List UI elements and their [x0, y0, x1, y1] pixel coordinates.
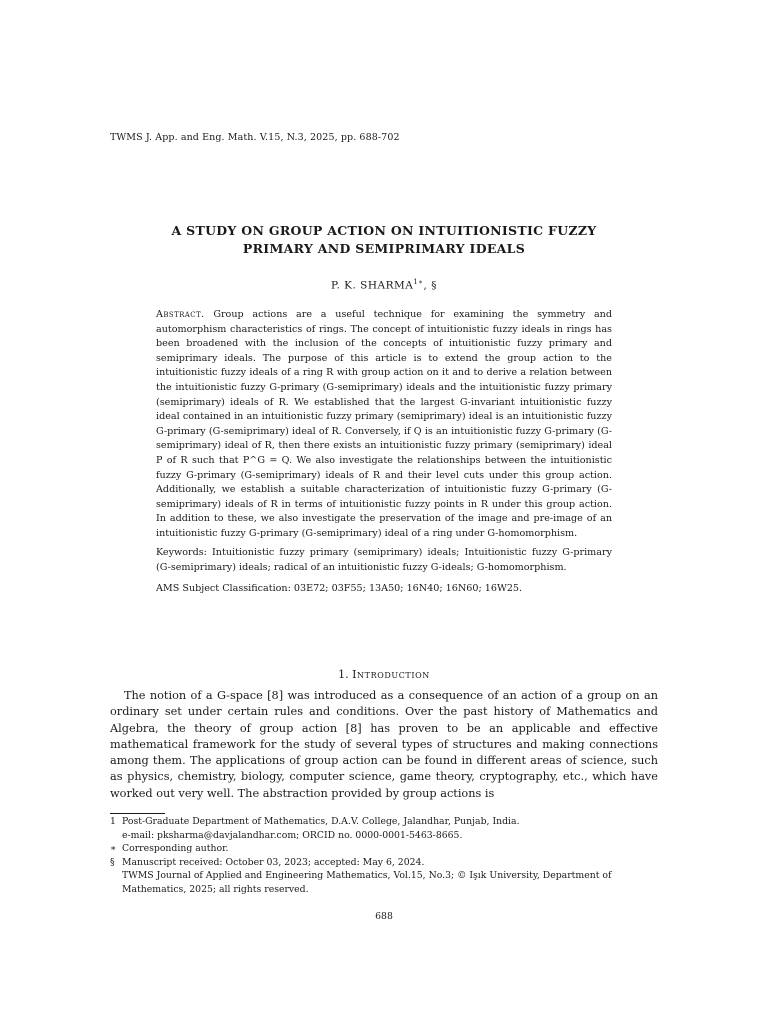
- abstract-label: Abstract.: [156, 309, 205, 320]
- footnote-rule: [110, 813, 165, 814]
- footnote-corresponding: [110, 842, 658, 856]
- manuscript-mark: §: [110, 856, 115, 868]
- corresponding-mark: ∗: [110, 843, 117, 854]
- author-footnote-mark: , §: [423, 279, 437, 292]
- author-line: [110, 278, 658, 292]
- keywords-text: Keywords: Intuitionistic fuzzy primary (semiprimary) ideals; Intuitionistic fuzzy G-primary (G-semiprimary) ideals; radical of an intuitionistic fuzzy G-ideals; G-homomorphism.: [156, 547, 612, 573]
- section-heading: [110, 668, 658, 681]
- journal-citation: TWMS J. App. and Eng. Math. V.15, N.3, 2025, pp. 688-702: [110, 132, 400, 143]
- keywords: [156, 546, 612, 575]
- footnote-journal-copyright: TWMS Journal of Applied and Engineering Mathematics, Vol.15, No.3; © Işık University, Department of Mathematics, 2025; all rights reserved.: [122, 870, 612, 895]
- paper-title-line-1: A STUDY ON GROUP ACTION ON INTUITIONISTIC FUZZY: [171, 223, 597, 238]
- manuscript-text: Manuscript received: October 03, 2023; accepted: May 6, 2024.: [122, 856, 425, 868]
- paper-title-line-2: PRIMARY AND SEMIPRIMARY IDEALS: [242, 241, 526, 256]
- author-name: P. K. SHARMA: [331, 279, 414, 292]
- abstract: [156, 308, 612, 542]
- footnote-1-text: Post-Graduate Department of Mathematics, D.A.V. College, Jalandhar, Punjab, India.: [122, 816, 520, 827]
- footnotes: [110, 815, 658, 896]
- footnote-affiliation: [110, 815, 658, 829]
- footnote-email: e-mail: pksharma@davjalandhar.com; ORCID no. 0000-0001-5463-8665.: [122, 829, 463, 841]
- footnote-manuscript: [110, 856, 658, 870]
- section-title: Introduction: [352, 668, 430, 681]
- ams-classification: AMS Subject Classification: 03E72; 03F55; 13A50; 16N40; 16N60; 16W25.: [156, 583, 523, 594]
- paper-title: [110, 222, 658, 258]
- section-number: 1.: [338, 668, 349, 681]
- abstract-text: Group actions are a useful technique for examining the symmetry and automorphism characteristics of rings. The concept of intuitionistic fuzzy ideals in rings has been broadened with the inclusion of the concepts of intuitionistic fuzzy primary and semiprimary ideals. The purpose of this article is to extend the group action to the intuitionistic fuzzy ideals of a ring R with group action on it and to derive a relation between the intuitionistic fuzzy G-primary (G-semiprimary) ideals and the intuitionistic fuzzy primary (semiprimary) ideals of R. We established that the largest G-invariant intuitionistic fuzzy ideal contained in an intuitionistic fuzzy primary (semiprimary) ideal is an intuitionistic fuzzy G-primary (G-semiprimary) ideal of R. Conversely, if Q is an intuitionistic fuzzy G-primary (G-semiprimary) ideal of R, then there exists an intuitionistic fuzzy primary (semiprimary) ideal P of R such that P^G = Q. We also investigate the relationships between the intuitionistic fuzzy G-primary (G-semiprimary) ideals of R and their level cuts under this group action. Additionally, we establish a suitable characterization of intuitionistic fuzzy G-primary (G-semiprimary) ideals of R in terms of intuitionistic fuzzy points in R under this group action. In addition to these, we also investigate the preservation of the image and pre-image of an intuitionistic fuzzy G-primary (G-semiprimary) ideal of a ring under G-homomorphism.: [156, 309, 612, 539]
- page-number: 688: [375, 911, 393, 922]
- introduction-paragraph: [110, 688, 658, 802]
- introduction-text: The notion of a G-space [8] was introduced as a consequence of an action of a group on an ordinary set under certain rules and conditions. Over the past history of Mathematics and Algebra, the theory of group action [8] has proven to be an applicable and effective mathematical framework for the study of several types of structures and making connections among them. The applications of group action can be found in different areas of science, such as physics, chemistry, biology, computer science, game theory, cryptography, etc., which have worked out very well. The abstraction provided by group actions is: [110, 689, 658, 800]
- author-affiliation-marks: 1∗: [413, 278, 424, 286]
- footnote-1-mark: 1: [110, 816, 116, 827]
- corresponding-text: Corresponding author.: [122, 843, 229, 854]
